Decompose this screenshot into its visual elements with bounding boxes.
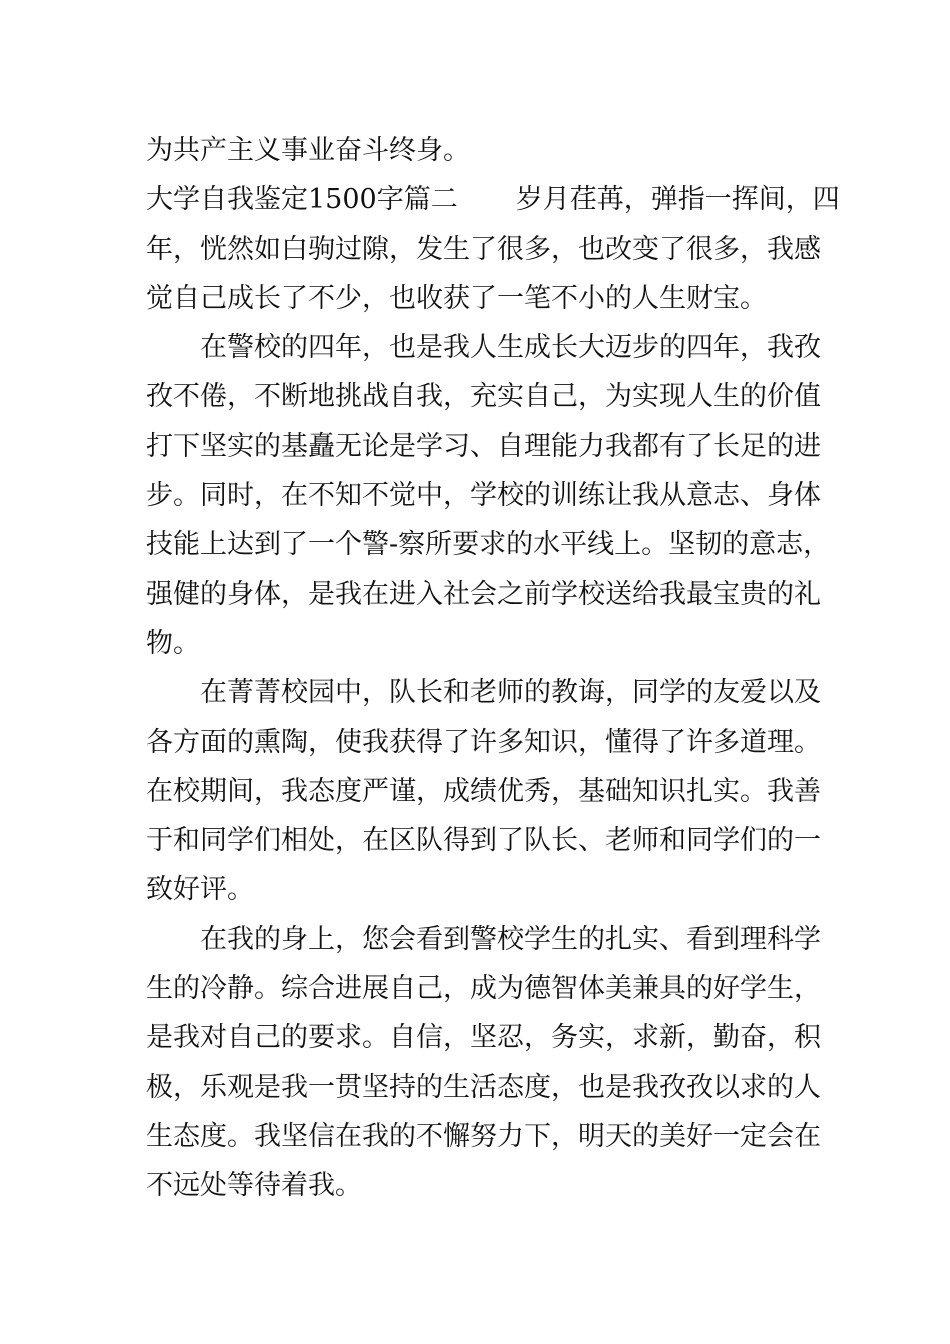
text-line: 在校期间，我态度严谨，成绩优秀，基础知识扎实。我善 [146,775,821,807]
text-line: 于和同学们相处，在区队得到了队长、老师和同学们的一 [146,825,821,857]
paragraph-text: 岁月荏苒，弹指一挥间，四 [515,184,840,216]
text-line: 物。 [146,627,200,659]
section-heading: 大学自我鉴定1500字篇二 [146,184,458,216]
text-line: 是我对自己的要求。自信，坚忍，务实，求新，勤奋，积 [146,1022,821,1054]
text-line: 步。同时，在不知不觉中，学校的训练让我从意志、身体 [146,480,821,512]
document-body [146,126,840,1211]
text-line: 各方面的熏陶，使我获得了许多知识，懂得了许多道理。 [146,726,821,758]
text-line: 在菁菁校园中，队长和老师的教诲，同学的友爱以及 [200,677,821,709]
text-line: 为共产主义事业奋斗终身。 [146,135,470,166]
text-line: 不远处等待着我。 [146,1170,362,1202]
text-line: 孜不倦，不断地挑战自我，充实自己，为实现人生的价值 [146,381,821,413]
text-line: 极，乐观是我一贯坚持的生活态度，也是我孜孜以求的人 [146,1071,821,1103]
text-line: 觉自己成长了不少，也收获了一笔不小的人生财宝。 [146,282,767,314]
text-line: 强健的身体，是我在进入社会之前学校送给我最宝贵的礼 [146,578,821,610]
text-line: 致好评。 [146,874,254,906]
text-line: 打下坚实的基矗无论是学习、自理能力我都有了长足的进 [146,430,821,462]
section-heading-line [146,175,840,224]
text-line: 年，恍然如白驹过隙，发生了很多，也改变了很多，我感 [146,233,821,265]
text-line: 生的冷静。综合进展自己，成为德智体美兼具的好学生， [146,973,821,1005]
text-line: 在警校的四年，也是我人生成长大迈步的四年，我孜 [200,332,821,364]
text-line: 在我的身上，您会看到警校学生的扎实、看到理科学 [200,923,821,955]
text-line: 生态度。我坚信在我的不懈努力下，明天的美好一定会在 [146,1120,821,1152]
text-line: 技能上达到了一个警-察所要求的水平线上。坚韧的意志， [146,529,831,561]
